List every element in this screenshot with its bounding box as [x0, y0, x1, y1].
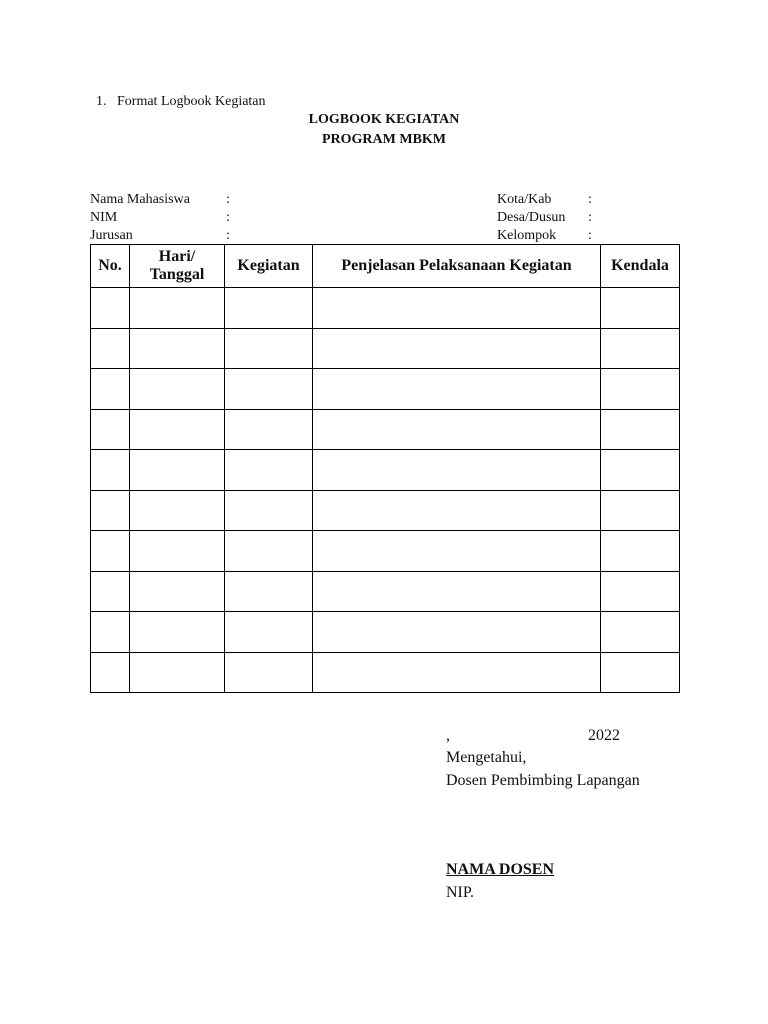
table-row: [91, 652, 680, 693]
cell-hari-tanggal: [130, 409, 225, 450]
info-label: NIM: [90, 210, 118, 225]
cell-kegiatan: [225, 409, 313, 450]
cell-hari-tanggal: [130, 450, 225, 491]
info-row-kota: [497, 191, 607, 209]
table-row: [91, 409, 680, 450]
info-row-kelompok: [497, 227, 607, 245]
cell-kendala: [601, 369, 680, 410]
cell-kegiatan: [225, 652, 313, 693]
section-heading: [96, 94, 266, 110]
cell-penjelasan: [313, 288, 601, 329]
cell-no: [91, 328, 130, 369]
cell-no: [91, 288, 130, 329]
cell-kendala: [601, 531, 680, 572]
cell-no: [91, 571, 130, 612]
info-colon: :: [588, 210, 592, 225]
table-row: [91, 571, 680, 612]
cell-penjelasan: [313, 409, 601, 450]
cell-kegiatan: [225, 490, 313, 531]
cell-kegiatan: [225, 369, 313, 410]
cell-kegiatan: [225, 571, 313, 612]
section-number: 1.: [96, 94, 107, 109]
table-header-row: [91, 245, 680, 288]
table-row: [91, 531, 680, 572]
cell-kendala: [601, 409, 680, 450]
cell-kendala: [601, 652, 680, 693]
cell-kegiatan: [225, 328, 313, 369]
info-row-nama: [90, 191, 250, 209]
cell-kegiatan: [225, 288, 313, 329]
cell-penjelasan: [313, 450, 601, 491]
cell-no: [91, 450, 130, 491]
supervisor-role: Dosen Pembimbing Lapangan: [446, 772, 640, 789]
info-colon: :: [588, 192, 592, 207]
cell-kegiatan: [225, 531, 313, 572]
cell-hari-tanggal: [130, 652, 225, 693]
info-label: Nama Mahasiswa: [90, 192, 190, 207]
signature-date-comma: ,: [446, 727, 450, 744]
info-label: Kota/Kab: [497, 192, 552, 207]
table-row: [91, 328, 680, 369]
cell-penjelasan: [313, 612, 601, 653]
signature-year: 2022: [588, 727, 620, 744]
cell-no: [91, 369, 130, 410]
column-header-hari-tanggal: Hari/ Tanggal: [130, 245, 225, 288]
cell-penjelasan: [313, 571, 601, 612]
info-row-nim: [90, 209, 250, 227]
table-row: [91, 612, 680, 653]
info-label: Desa/Dusun: [497, 210, 566, 225]
info-colon: :: [226, 228, 230, 243]
logbook-table: [90, 244, 680, 693]
student-info: [90, 191, 250, 245]
cell-kendala: [601, 328, 680, 369]
cell-no: [91, 531, 130, 572]
cell-hari-tanggal: [130, 531, 225, 572]
cell-kendala: [601, 450, 680, 491]
cell-kendala: [601, 490, 680, 531]
info-label: Jurusan: [90, 228, 133, 243]
column-header-penjelasan: Penjelasan Pelaksanaan Kegiatan: [313, 245, 601, 288]
document-subtitle: PROGRAM MBKM: [321, 132, 447, 147]
table-row: [91, 490, 680, 531]
cell-no: [91, 612, 130, 653]
cell-kegiatan: [225, 612, 313, 653]
cell-kendala: [601, 612, 680, 653]
cell-hari-tanggal: [130, 612, 225, 653]
table-row: [91, 288, 680, 329]
cell-kegiatan: [225, 450, 313, 491]
location-info: [497, 191, 607, 245]
cell-kendala: [601, 288, 680, 329]
info-row-desa: [497, 209, 607, 227]
section-title: Format Logbook Kegiatan: [117, 94, 266, 109]
info-colon: :: [226, 192, 230, 207]
cell-penjelasan: [313, 652, 601, 693]
column-header-kendala: Kendala: [601, 245, 680, 288]
table-row: [91, 450, 680, 491]
cell-kendala: [601, 571, 680, 612]
cell-penjelasan: [313, 369, 601, 410]
table-row: [91, 369, 680, 410]
cell-penjelasan: [313, 328, 601, 369]
cell-no: [91, 409, 130, 450]
cell-no: [91, 490, 130, 531]
cell-no: [91, 652, 130, 693]
cell-hari-tanggal: [130, 328, 225, 369]
info-colon: :: [226, 210, 230, 225]
info-colon: :: [588, 228, 592, 243]
info-row-jurusan: [90, 227, 250, 245]
cell-penjelasan: [313, 490, 601, 531]
column-header-no: No.: [91, 245, 130, 288]
info-label: Kelompok: [497, 228, 557, 243]
cell-hari-tanggal: [130, 369, 225, 410]
cell-hari-tanggal: [130, 571, 225, 612]
cell-penjelasan: [313, 531, 601, 572]
document-title: LOGBOOK KEGIATAN: [308, 112, 460, 127]
column-header-kegiatan: Kegiatan: [225, 245, 313, 288]
cell-hari-tanggal: [130, 288, 225, 329]
supervisor-nip: NIP.: [446, 884, 475, 901]
cell-hari-tanggal: [130, 490, 225, 531]
supervisor-name: NAMA DOSEN: [446, 861, 555, 878]
acknowledge-text: Mengetahui,: [446, 749, 527, 766]
